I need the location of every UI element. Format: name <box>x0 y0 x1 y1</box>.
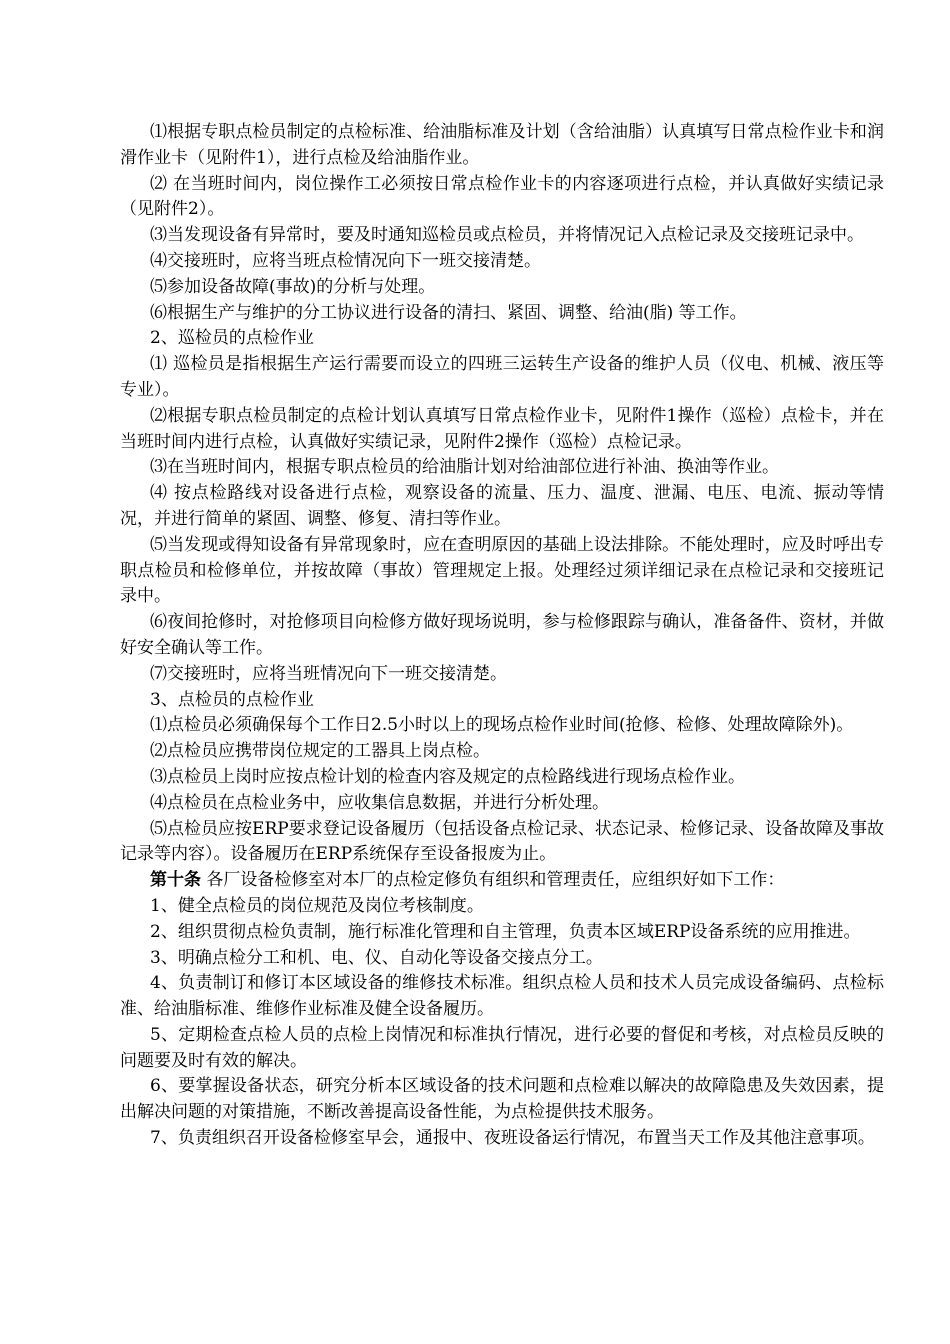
paragraph: ⑸参加设备故障(事故)的分析与处理。 <box>150 276 436 297</box>
paragraph: ⑶点检员上岗时应按点检计划的检查内容及规定的点检路线进行现场点检作业。 <box>150 766 745 787</box>
paragraph: ⑸点检员应按ERP要求登记设备履历（包括设备点检记录、状态记录、检修记录、设备故障及事故记录等内容）。设备履历在ERP系统保存至设备报废为止。 <box>120 818 884 865</box>
section-heading: 3、点检员的点检作业 <box>150 689 314 710</box>
paragraph: ⑹夜间抢修时，对抢修项目向检修方做好现场说明，参与检修跟踪与确认，准备备件、资材，并做好安全确认等工作。 <box>120 612 884 658</box>
paragraph: 3、明确点检分工和机、电、仪、自动化等设备交接点分工。 <box>150 947 603 968</box>
paragraph: 7、负责组织召开设备检修室早会，通报中、夜班设备运行情况，布置当天工作及其他注意事项。 <box>150 1128 875 1149</box>
paragraph: 1、健全点检员的岗位规范及岗位考核制度。 <box>150 895 484 916</box>
paragraph: 4、负责制订和修订本区域设备的维修技术标准。组织点检人员和技术人员完成设备编码、点检标准、给油脂标准、维修作业标准及健全设备履历。 <box>120 973 884 1020</box>
paragraph: ⑴根据专职点检员制定的点检标准、给油脂标准及计划（含给油脂）认真填写日常点检作业卡和润滑作业卡（见附件1），进行点检及给油脂作业。 <box>120 122 884 168</box>
paragraph: ⑺交接班时，应将当班情况向下一班交接清楚。 <box>150 663 507 684</box>
article-heading: 第十条 <box>150 870 201 891</box>
article-paragraph <box>120 868 884 894</box>
article-text: 各厂设备检修室对本厂的点检定修负有组织和管理责任，应组织好如下工作： <box>201 870 785 891</box>
paragraph: 2、组织贯彻点检负责制，施行标准化管理和自主管理，负责本区域ERP设备系统的应用推进。 <box>150 921 861 942</box>
section-heading: 2、巡检员的点检作业 <box>150 328 314 349</box>
paragraph: ⑵点检员应携带岗位规定的工器具上岗点检。 <box>150 741 490 762</box>
paragraph: ⑸当发现或得知设备有异常现象时，应在查明原因的基础上设法排除。不能处理时，应及时呼出专职点检员和检修单位，并按故障（事故）管理规定上报。处理经过须详细记录在点检记录和交接班记录中。 <box>120 534 884 607</box>
paragraph: ⑹根据生产与维护的分工协议进行设备的清扫、紧固、调整、给油(脂) 等工作。 <box>150 302 747 323</box>
paragraph: ⑶在当班时间内，根据专职点检员的给油脂计划对给油部位进行补油、换油等作业。 <box>150 457 779 478</box>
paragraph: ⑴点检员必须确保每个工作日2.5小时以上的现场点检作业时间(抢修、检修、处理故障除外)。 <box>150 715 854 736</box>
paragraph: ⑷交接班时，应将当班点检情况向下一班交接清楚。 <box>150 250 541 271</box>
paragraph: ⑵ 在当班时间内，岗位操作工必须按日常点检作业卡的内容逐项进行点检，并认真做好实绩记录（见附件2）。 <box>120 173 884 220</box>
paragraph: 6、要掌握设备状态，研究分析本区域设备的技术问题和点检难以解决的故障隐患及失效因素，提出解决问题的对策措施，不断改善提高设备性能，为点检提供技术服务。 <box>120 1076 884 1123</box>
paragraph: ⑴ 巡检员是指根据生产运行需要而设立的四班三运转生产设备的维护人员（仪电、机械、液压等专业）。 <box>120 354 884 400</box>
paragraph: ⑷点检员在点检业务中，应收集信息数据，并进行分析处理。 <box>150 792 609 813</box>
paragraph: 5、定期检查点检人员的点检上岗情况和标准执行情况，进行必要的督促和考核，对点检员反映的问题要及时有效的解决。 <box>120 1024 884 1071</box>
paragraph: ⑶当发现设备有异常时，要及时通知巡检员或点检员，并将情况记入点检记录及交接班记录中。 <box>150 225 864 246</box>
paragraph: ⑵根据专职点检员制定的点检计划认真填写日常点检作业卡，见附件1操作（巡检）点检卡，并在当班时间内进行点检，认真做好实绩记录，见附件2操作（巡检）点检记录。 <box>120 405 884 452</box>
paragraph: ⑷ 按点检路线对设备进行点检，观察设备的流量、压力、温度、泄漏、电压、电流、振动等情况，并进行简单的紧固、调整、修复、清扫等作业。 <box>120 483 884 529</box>
